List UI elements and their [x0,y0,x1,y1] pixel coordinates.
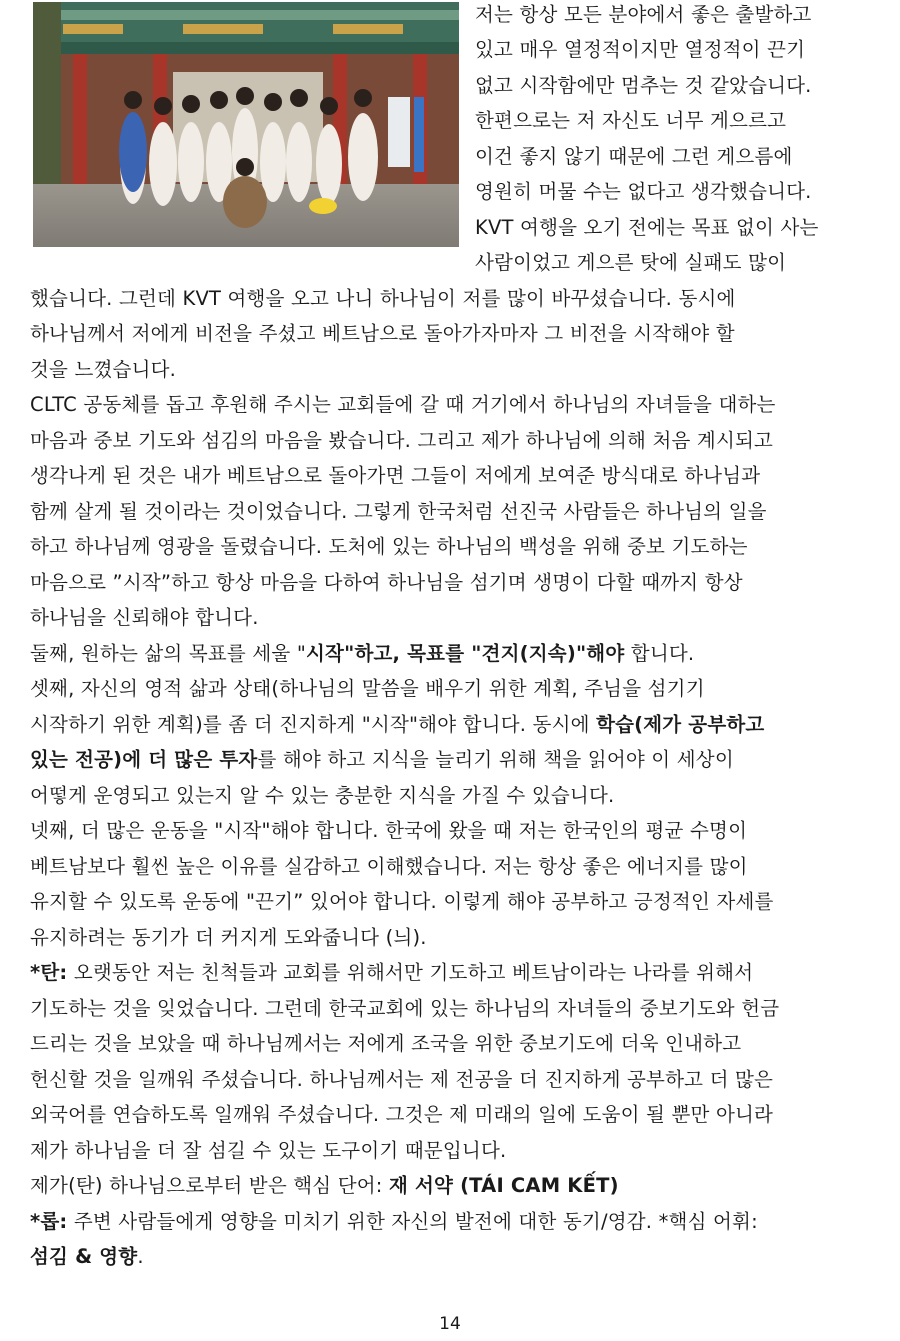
text-line: 셋째, 자신의 영적 삶과 상태(하나님의 말씀을 배우기 위한 계획, 주님을 섬기기 [30,677,705,700]
text-line: 기도하는 것을 잊었습니다. 그런데 한국교회에 있는 하나님의 자녀들의 중보기도와 헌금 [30,997,780,1020]
text-line: 있는 전공)에 더 많은 투자를 해야 하고 지식을 늘리기 위해 책을 읽어야 이 세상이 [30,748,734,771]
text-line: 베트남보다 훨씬 높은 이유를 실감하고 이해했습니다. 저는 항상 좋은 에너지를 많이 [30,855,748,878]
text-line: 마음과 중보 기도와 섬김의 마음을 봤습니다. 그리고 제가 하나님에 의해 처음 계시되고 [30,429,774,452]
text-line: 하나님을 신뢰해야 합니다. [30,606,259,629]
text-line: 없고 시작함에만 멈추는 것 같았습니다. [475,74,812,97]
text-line: 제가 하나님을 더 잘 섬길 수 있는 도구이기 때문입니다. [30,1139,507,1162]
text-line: 외국어를 연습하도록 일깨워 주셨습니다. 그것은 제 미래의 일에 도움이 될 뿐만 아니라 [30,1103,774,1126]
text-line: 것을 느꼈습니다. [30,358,177,381]
text-line: 마음으로 ”시작”하고 항상 마음을 다하여 하나님을 섬기며 생명이 다할 때까지 항상 [30,571,743,594]
text-line: 넷째, 더 많은 운동을 "시작"해야 합니다. 한국에 왔을 때 저는 한국인의 평균 수명이 [30,819,748,842]
text-line: 헌신할 것을 일깨워 주셨습니다. 하나님께서는 제 전공을 더 진지하게 공부하고 더 많은 [30,1068,774,1091]
text-line: 섬김 & 영향. [30,1245,144,1268]
group-photo [33,2,459,247]
text-line: 있고 매우 열정적이지만 열정적이 끈기 [475,38,806,61]
text-line: KVT 여행을 오기 전에는 목표 없이 사는 [475,216,819,239]
text-line: 했습니다. 그런데 KVT 여행을 오고 나니 하나님이 저를 많이 바꾸셨습니다. 동시에 [30,287,736,310]
text-line: 드리는 것을 보았을 때 하나님께서는 저에게 조국을 위한 중보기도에 더욱 인내하고 [30,1032,742,1055]
text-line: 함께 살게 될 것이라는 것이었습니다. 그렇게 한국처럼 선진국 사람들은 하나님의 일을 [30,500,767,523]
text-line: 사람이었고 게으른 탓에 실패도 많이 [475,251,787,274]
text-line: 하나님께서 저에게 비전을 주셨고 베트남으로 돌아가자마자 그 비전을 시작해야 할 [30,322,735,345]
text-line: 하고 하나님께 영광을 돌렸습니다. 도처에 있는 하나님의 백성을 위해 중보 기도하는 [30,535,748,558]
text-line: 시작하기 위한 계획)를 좀 더 진지하게 "시작"해야 합니다. 동시에 학습(제가 공부하고 [30,713,765,736]
text-line: 제가(탄) 하나님으로부터 받은 핵심 단어: 재 서약 (TÁI CAM KẾT) [30,1174,619,1197]
text-line: 영원히 머물 수는 없다고 생각했습니다. [475,180,812,203]
text-line: 둘째, 원하는 삶의 목표를 세울 "시작"하고, 목표를 "견지(지속)"해야 합니다. [30,642,695,665]
text-line: 생각나게 된 것은 내가 베트남으로 돌아가면 그들이 저에게 보여준 방식대로 하나님과 [30,464,761,487]
text-line: *탄: 오랫동안 저는 친척들과 교회를 위해서만 기도하고 베트남이라는 나라를 위해서 [30,961,754,984]
text-line: *롭: 주변 사람들에게 영향을 미치기 위한 자신의 발전에 대한 동기/영감. *핵심 어휘: [30,1210,758,1233]
text-line: 이건 좋지 않기 때문에 그런 게으름에 [475,145,793,168]
text-line: 유지하려는 동기가 더 커지게 도와줍니다 (늬). [30,926,427,949]
text-line: 한편으로는 저 자신도 너무 게으르고 [475,109,787,132]
page-number: 14 [439,1314,461,1334]
text-line: 저는 항상 모든 분야에서 좋은 출발하고 [475,3,812,26]
text-line: 유지할 수 있도록 운동에 "끈기” 있어야 합니다. 이렇게 해야 공부하고 긍정적인 자세를 [30,890,774,913]
text-line: 어떻게 운영되고 있는지 알 수 있는 충분한 지식을 가질 수 있습니다. [30,784,615,807]
text-line: CLTC 공동체를 돕고 후원해 주시는 교회들에 갈 때 거기에서 하나님의 자녀들을 대하는 [30,393,776,416]
